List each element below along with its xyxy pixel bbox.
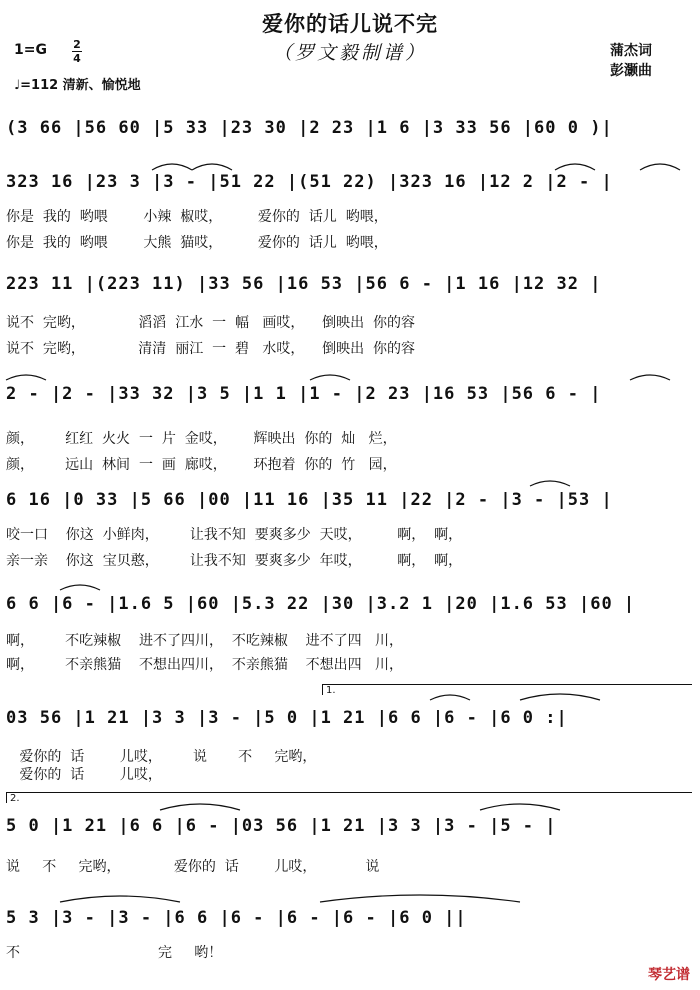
- slur-arc: [640, 164, 680, 170]
- lyric-line-8-1: 说 不 完哟， 爱你的 话 儿哎， 说: [6, 859, 380, 875]
- slur-arc: [520, 694, 600, 700]
- slur-arc: [192, 164, 232, 170]
- slur-arc: [555, 164, 595, 170]
- lyric-line-7-2: 爱你的 话 儿哎，: [6, 767, 162, 783]
- watermark-logo: 琴艺谱: [648, 967, 690, 983]
- slur-arc: [160, 804, 240, 810]
- page-subtitle: （罗文毅制谱）: [272, 42, 427, 64]
- score-system-9: 5 3 |3 - |3 - |6 6 |6 - |6 - |6 - |6 0 ||: [6, 908, 467, 928]
- slur-arc: [320, 895, 520, 902]
- score-system-7: 03 56 |1 21 |3 3 |3 - |5 0 |1 21 |6 6 |6 - |6 0 :|: [6, 708, 568, 728]
- lyric-line-7-1: 爱你的 话 儿哎， 说 不 完哟，: [6, 749, 317, 765]
- lyric-line-2-1: 你是 我的 哟喂 小辣 椒哎， 爱你的 话儿 哟喂，: [6, 209, 388, 225]
- slur-arc: [310, 375, 350, 380]
- tempo-marking: ♩=112 清新、愉悦地: [14, 78, 141, 93]
- score-system-3: 223 11 |(223 11) |33 56 |16 53 |56 6 - |1 16 |12 32 |: [6, 274, 602, 294]
- score-system-2: 323 16 |23 3 |3 - |51 22 |(51 22) |323 16 |12 2 |2 - |: [6, 172, 613, 192]
- score-system-6: 6 6 |6 - |1.6 5 |60 |5.3 22 |30 |3.2 1 |20 |1.6 53 |60 |: [6, 594, 636, 614]
- volta-bracket-1: 1.: [322, 684, 692, 695]
- time-signature-bottom: 4: [73, 52, 81, 65]
- lyric-line-6-2: 啊， 不亲熊猫 不想出四川， 不亲熊猫 不想出四 川，: [6, 657, 404, 673]
- lyric-line-9-1: 不 完 哟！: [6, 945, 223, 961]
- score-system-4: 2 - |2 - |33 32 |3 5 |1 1 |1 - |2 23 |16 53 |56 6 - |: [6, 384, 602, 404]
- slur-arc: [152, 164, 192, 170]
- lyric-line-3-1: 说不 完哟， 滔滔 江水 一 幅 画哎， 倒映出 你的容: [6, 315, 416, 331]
- lyricist-credit: 蒲杰词: [610, 43, 652, 59]
- slur-arc: [6, 375, 46, 380]
- slur-arc: [60, 585, 100, 590]
- score-system-1: (3 66 |56 60 |5 33 |23 30 |2 23 |1 6 |3 33 56 |60 0 )|: [6, 118, 613, 138]
- slur-arc: [530, 481, 570, 486]
- composer-credit: 彭灏曲: [610, 63, 652, 79]
- lyric-line-3-2: 说不 完哟， 清清 丽江 一 碧 水哎， 倒映出 你的容: [6, 341, 416, 357]
- page-title: 爱你的话儿说不完: [262, 12, 438, 36]
- lyric-line-5-2: 亲一亲 你这 宝贝憨， 让我不知 要爽多少 年哎， 啊， 啊，: [6, 553, 463, 569]
- lyric-line-4-2: 颜， 远山 林间 一 画 廊哎， 环抱着 你的 竹 园，: [6, 457, 397, 473]
- score-system-8: 5 0 |1 21 |6 6 |6 - |03 56 |1 21 |3 3 |3 - |5 - |: [6, 816, 557, 836]
- lyric-line-6-1: 啊， 不吃辣椒 进不了四川， 不吃辣椒 进不了四 川，: [6, 633, 404, 649]
- lyric-line-4-1: 颜， 红红 火火 一 片 金哎， 辉映出 你的 灿 烂，: [6, 431, 397, 447]
- slur-arc: [630, 375, 670, 380]
- slur-arc: [60, 896, 180, 902]
- slur-arc: [480, 804, 560, 810]
- lyric-line-5-1: 咬一口 你这 小鲜肉， 让我不知 要爽多少 天哎， 啊， 啊，: [6, 527, 463, 543]
- score-system-5: 6 16 |0 33 |5 66 |00 |11 16 |35 11 |22 |2 - |3 - |53 |: [6, 490, 613, 510]
- key-signature: 1=G: [14, 42, 47, 58]
- slur-arc: [430, 695, 470, 700]
- time-signature-top: 2: [73, 38, 81, 51]
- volta-bracket-2: 2.: [6, 792, 692, 803]
- lyric-line-2-2: 你是 我的 哟喂 大熊 猫哎， 爱你的 话儿 哟喂，: [6, 235, 388, 251]
